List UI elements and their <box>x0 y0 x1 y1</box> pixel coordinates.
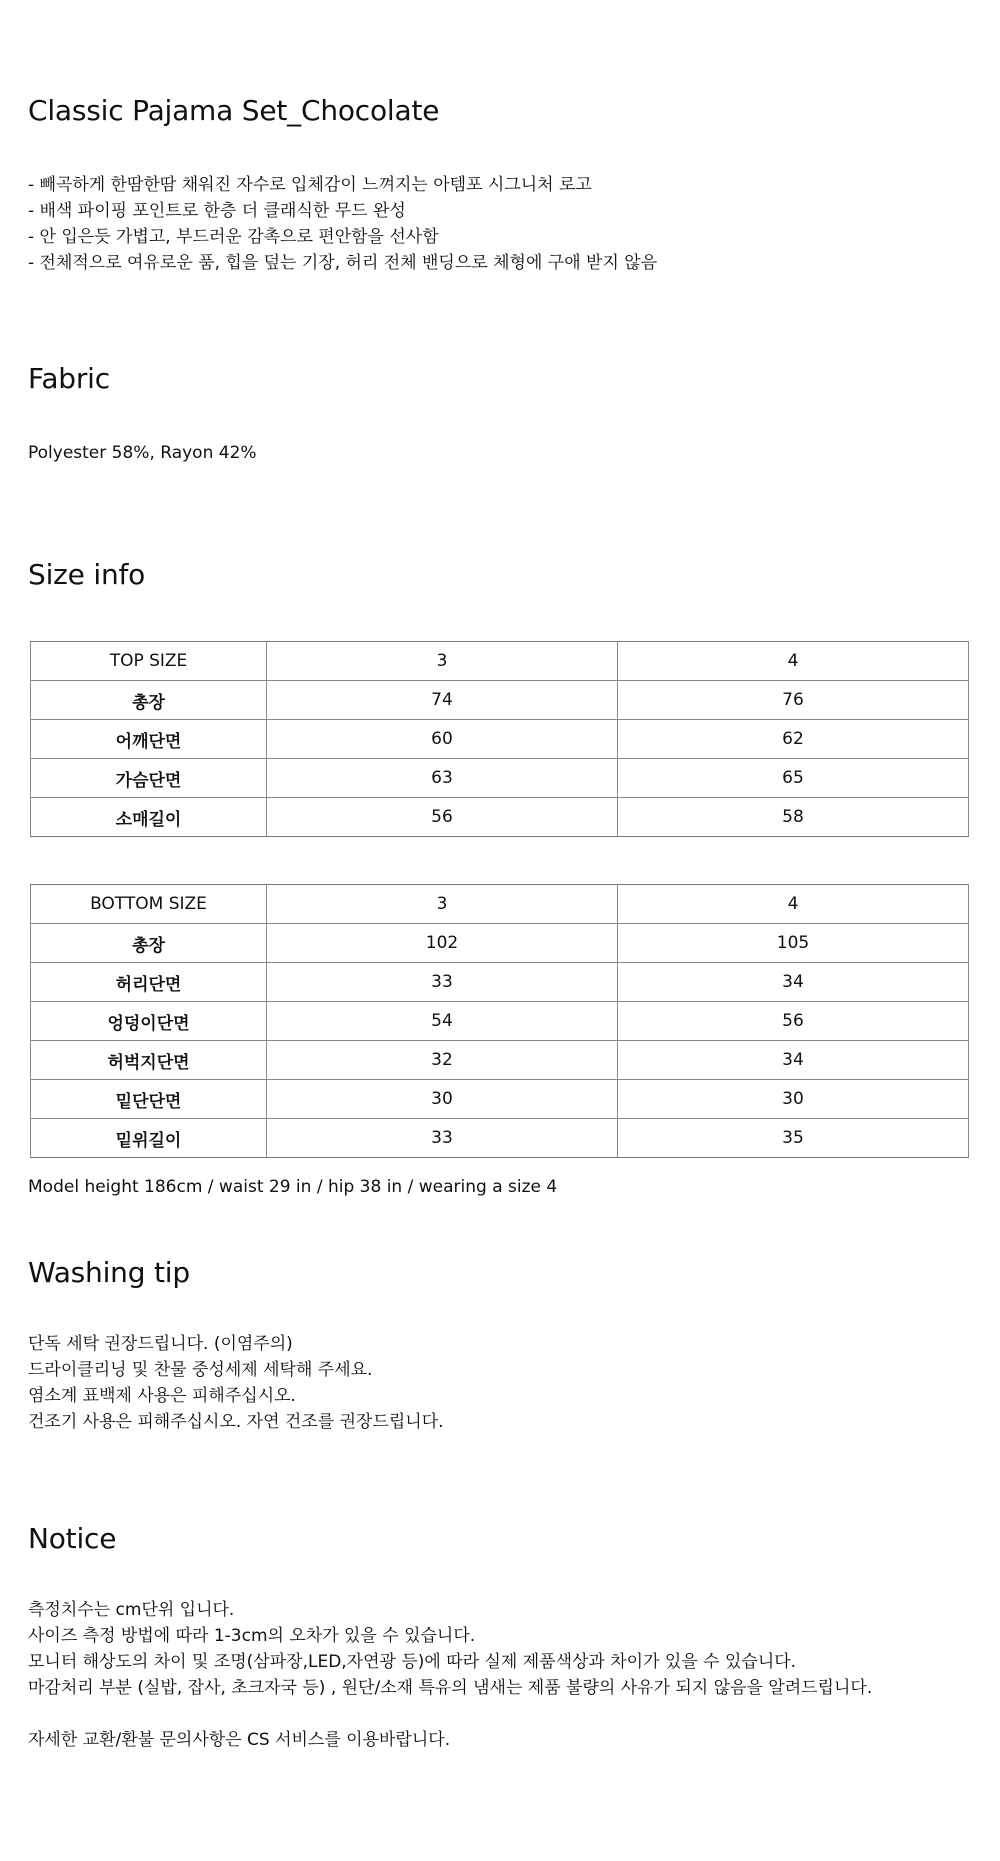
notice-line: 사이즈 측정 방법에 따라 1-3cm의 오차가 있을 수 있습니다. <box>28 1626 476 1646</box>
table-cell: 76 <box>618 681 969 720</box>
table-cell: 56 <box>267 798 618 837</box>
notice-footer: 자세한 교환/환불 문의사항은 CS 서비스를 이용바랍니다. <box>28 1730 451 1750</box>
notice-heading: Notice <box>28 1522 117 1555</box>
table-header-row <box>31 885 969 924</box>
table-header-cell: 3 <box>267 642 618 681</box>
washing-line: 염소계 표백제 사용은 피해주십시오. <box>28 1386 296 1406</box>
washing-tip-text <box>28 1331 444 1435</box>
fabric-heading: Fabric <box>28 362 110 395</box>
row-label: 총장 <box>31 924 267 963</box>
row-label: 밑위길이 <box>31 1119 267 1158</box>
washing-line: 단독 세탁 권장드립니다. (이염주의) <box>28 1334 293 1354</box>
washing-line: 드라이클리닝 및 찬물 중성세제 세탁해 주세요. <box>28 1360 373 1380</box>
table-cell: 32 <box>267 1041 618 1080</box>
row-label: 엉덩이단면 <box>31 1002 267 1041</box>
size-info-heading: Size info <box>28 558 146 591</box>
top-size-table <box>30 641 969 837</box>
table-header-row <box>31 642 969 681</box>
table-cell: 105 <box>618 924 969 963</box>
table-cell: 54 <box>267 1002 618 1041</box>
row-label: 어깨단면 <box>31 720 267 759</box>
table-cell: 30 <box>267 1080 618 1119</box>
table-header-cell: 4 <box>618 642 969 681</box>
table-row <box>31 681 969 720</box>
description-line: - 안 입은듯 가볍고, 부드러운 감촉으로 편안함을 선사함 <box>28 227 439 247</box>
table-header-cell: TOP SIZE <box>31 642 267 681</box>
table-header-cell: 4 <box>618 885 969 924</box>
notice-spacer <box>28 1701 872 1727</box>
row-label: 소매길이 <box>31 798 267 837</box>
table-row <box>31 963 969 1002</box>
description-line: - 전체적으로 여유로운 품, 힙을 덮는 기장, 허리 전체 밴딩으로 체형에 구애 받지 않음 <box>28 253 658 273</box>
washing-line: 건조기 사용은 피해주십시오. 자연 건조를 권장드립니다. <box>28 1412 444 1432</box>
table-cell: 62 <box>618 720 969 759</box>
table-cell: 35 <box>618 1119 969 1158</box>
product-title: Classic Pajama Set_Chocolate <box>28 94 440 127</box>
description-line: - 배색 파이핑 포인트로 한층 더 클래식한 무드 완성 <box>28 201 406 221</box>
model-info-block <box>28 1174 557 1200</box>
row-label: 허벅지단면 <box>31 1041 267 1080</box>
table-row <box>31 1119 969 1158</box>
table-cell: 58 <box>618 798 969 837</box>
row-label: 밑단단면 <box>31 1080 267 1119</box>
product-description <box>28 172 657 276</box>
fabric-text <box>28 440 257 466</box>
table-header-cell: BOTTOM SIZE <box>31 885 267 924</box>
notice-line: 모니터 해상도의 차이 및 조명(삼파장,LED,자연광 등)에 따라 실제 제품색상과 차이가 있을 수 있습니다. <box>28 1652 797 1672</box>
table-cell: 34 <box>618 963 969 1002</box>
row-label: 총장 <box>31 681 267 720</box>
table-row <box>31 798 969 837</box>
table-cell: 74 <box>267 681 618 720</box>
table-row <box>31 720 969 759</box>
row-label: 허리단면 <box>31 963 267 1002</box>
notice-line: 마감처리 부분 (실밥, 잡사, 초크자국 등) , 원단/소재 특유의 냄새는 제품 불량의 사유가 되지 않음을 알려드립니다. <box>28 1678 873 1698</box>
table-row <box>31 924 969 963</box>
table-cell: 33 <box>267 1119 618 1158</box>
washing-tip-heading: Washing tip <box>28 1256 190 1289</box>
fabric-composition: Polyester 58%, Rayon 42% <box>28 443 257 463</box>
table-cell: 63 <box>267 759 618 798</box>
notice-text <box>28 1597 872 1753</box>
table-header-cell: 3 <box>267 885 618 924</box>
table-row <box>31 1080 969 1119</box>
table-cell: 33 <box>267 963 618 1002</box>
bottom-size-table <box>30 884 969 1158</box>
table-cell: 65 <box>618 759 969 798</box>
table-cell: 60 <box>267 720 618 759</box>
table-row <box>31 759 969 798</box>
row-label: 가슴단면 <box>31 759 267 798</box>
table-cell: 102 <box>267 924 618 963</box>
description-line: - 빼곡하게 한땀한땀 채워진 자수로 입체감이 느껴지는 아템포 시그니처 로고 <box>28 175 592 195</box>
table-cell: 56 <box>618 1002 969 1041</box>
table-cell: 34 <box>618 1041 969 1080</box>
table-row <box>31 1002 969 1041</box>
table-row <box>31 1041 969 1080</box>
notice-line: 측정치수는 cm단위 입니다. <box>28 1600 235 1620</box>
table-cell: 30 <box>618 1080 969 1119</box>
model-info: Model height 186cm / waist 29 in / hip 38 in / wearing a size 4 <box>28 1177 558 1197</box>
